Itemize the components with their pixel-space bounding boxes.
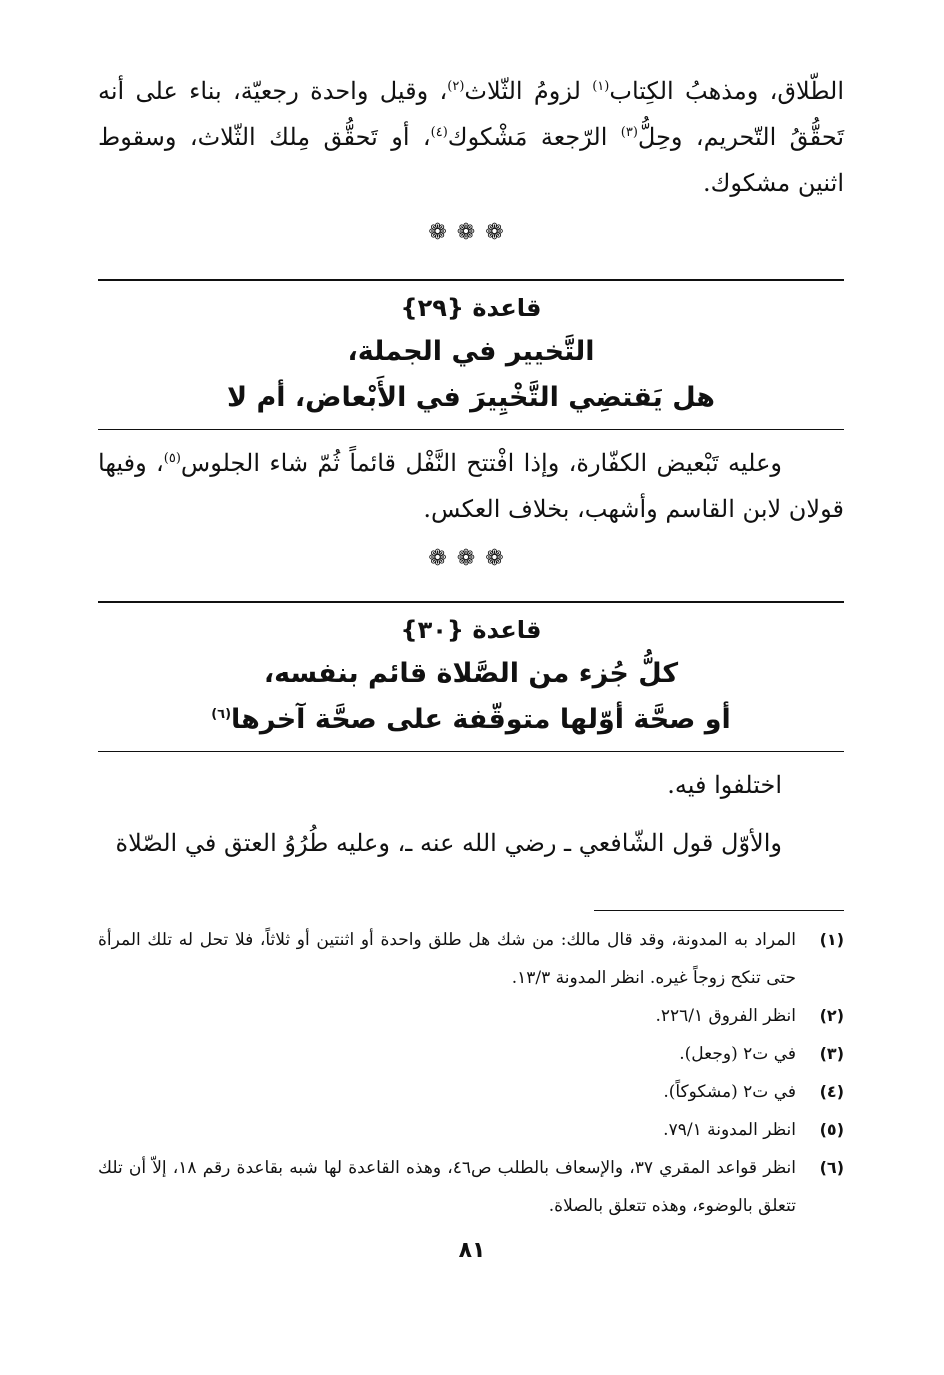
paragraph-text: لزومُ الثّلاث <box>464 77 593 105</box>
rule-title-line-2 <box>98 697 844 743</box>
paragraph-text: الطّلاق، ومذهبُ الكِتاب <box>609 77 844 105</box>
footnote-ref-2[interactable]: (٢) <box>447 79 465 94</box>
footnotes-list <box>98 921 844 1225</box>
paragraph-text: ، أو تَحقُّق مِلك الثّلاث، وسقوط اثنين مشكوك. <box>98 123 844 197</box>
footnote-text: في ت٢ (وجعل). <box>679 1044 796 1064</box>
top-paragraph <box>98 68 844 206</box>
footnote-item <box>98 921 844 997</box>
footnote-ref-1[interactable]: (١) <box>592 79 610 94</box>
footnote-text: انظر قواعد المقري ٣٧، والإسعاف بالطلب ص٤٦، وهذه القاعدة لها شبه بقاعدة رقم ١٨، إلاّ أن تلك تتعلق بالوضوء، وهذه تتعلق بالصلاة. <box>98 1158 796 1216</box>
rule-bottom-line-30 <box>98 751 844 752</box>
footnote-text: انظر الفروق ٢٢٦/١. <box>655 1006 796 1026</box>
rule-title-line-2: هل يَقتضِي التَّخْيِيرَ في الأَبْعاض، أم لا <box>226 382 716 413</box>
footnote-ref-4[interactable]: (٤) <box>430 125 448 140</box>
rule-number: قاعدة {٣٠} <box>400 616 542 644</box>
paragraph-text: وعليه تَبْعيض الكفّارة، وإذا افْتتح النَّفْل قائماً ثُمّ شاء الجلوس <box>180 449 782 477</box>
rule-number: قاعدة {٢٩} <box>400 294 542 322</box>
footnote-item <box>98 1149 844 1225</box>
rule-title-line-1: التَّخيير في الجملة، <box>347 336 595 367</box>
footnote-number: (٥) <box>819 1120 844 1139</box>
footnote-separator <box>594 910 844 911</box>
page-body <box>98 60 844 1225</box>
rule-heading-29 <box>98 281 844 429</box>
footnote-number: (٣) <box>819 1044 844 1063</box>
page-number: ٨١ <box>458 1238 486 1263</box>
footnote-item <box>98 997 844 1035</box>
rule-30-paragraph-a: اختلفوا فيه. <box>667 771 782 799</box>
paragraph-text: ، وقيل واحدة رجعيّة، بناء على أنه تَحقُّقُ التّحريم، وحِلُّ <box>98 77 844 151</box>
footnote-number: (١) <box>819 930 844 949</box>
footnote-text: انظر المدونة ٧٩/١. <box>663 1120 796 1140</box>
footnote-text: المراد به المدونة، وقد قال مالك: من شك هل طلق واحدة أو اثنتين أو ثلاثاً، فلا تحل له تلك المرأة حتى تنكح زوجاً غيره. انظر المدونة ١٣/٣. <box>98 930 796 988</box>
footnote-item <box>98 1111 844 1149</box>
rule-bottom-line-29 <box>98 429 844 430</box>
footnote-number: (٦) <box>819 1158 844 1177</box>
rule-title-text: أو صحَّة أوّلها متوقّفة على صحَّة آخرها <box>231 704 731 735</box>
footnote-ref-5[interactable]: (٥) <box>163 451 181 466</box>
footnote-number: (٤) <box>819 1082 844 1101</box>
rule-29-paragraph <box>98 440 844 532</box>
footnote-number: (٢) <box>819 1006 844 1025</box>
footnote-item <box>98 1035 844 1073</box>
rule-30-paragraph-b: والأوّل قول الشّافعي ـ رضي الله عنه ـ، وعليه طُرُوُ العتق في الصّلاة <box>115 829 782 857</box>
section-separator: ❁❁❁ <box>428 546 514 571</box>
footnote-item <box>98 1073 844 1111</box>
footnote-ref-6[interactable]: (٦) <box>211 707 232 722</box>
footnote-text: في ت٢ (مشكوكاً). <box>663 1082 796 1102</box>
paragraph-text: الرّجعة مَشْكوك <box>447 123 621 151</box>
rule-title-line-1: كلُّ جُزء من الصَّلاة قائم بنفسه، <box>263 658 679 689</box>
paragraph-text: ، وفيها قولان لابن القاسم وأشهب، بخلاف العكس. <box>98 449 844 523</box>
footnote-ref-3[interactable]: (٣) <box>620 125 638 140</box>
section-separator: ❁❁❁ <box>428 220 514 245</box>
rule-heading-30 <box>98 603 844 751</box>
